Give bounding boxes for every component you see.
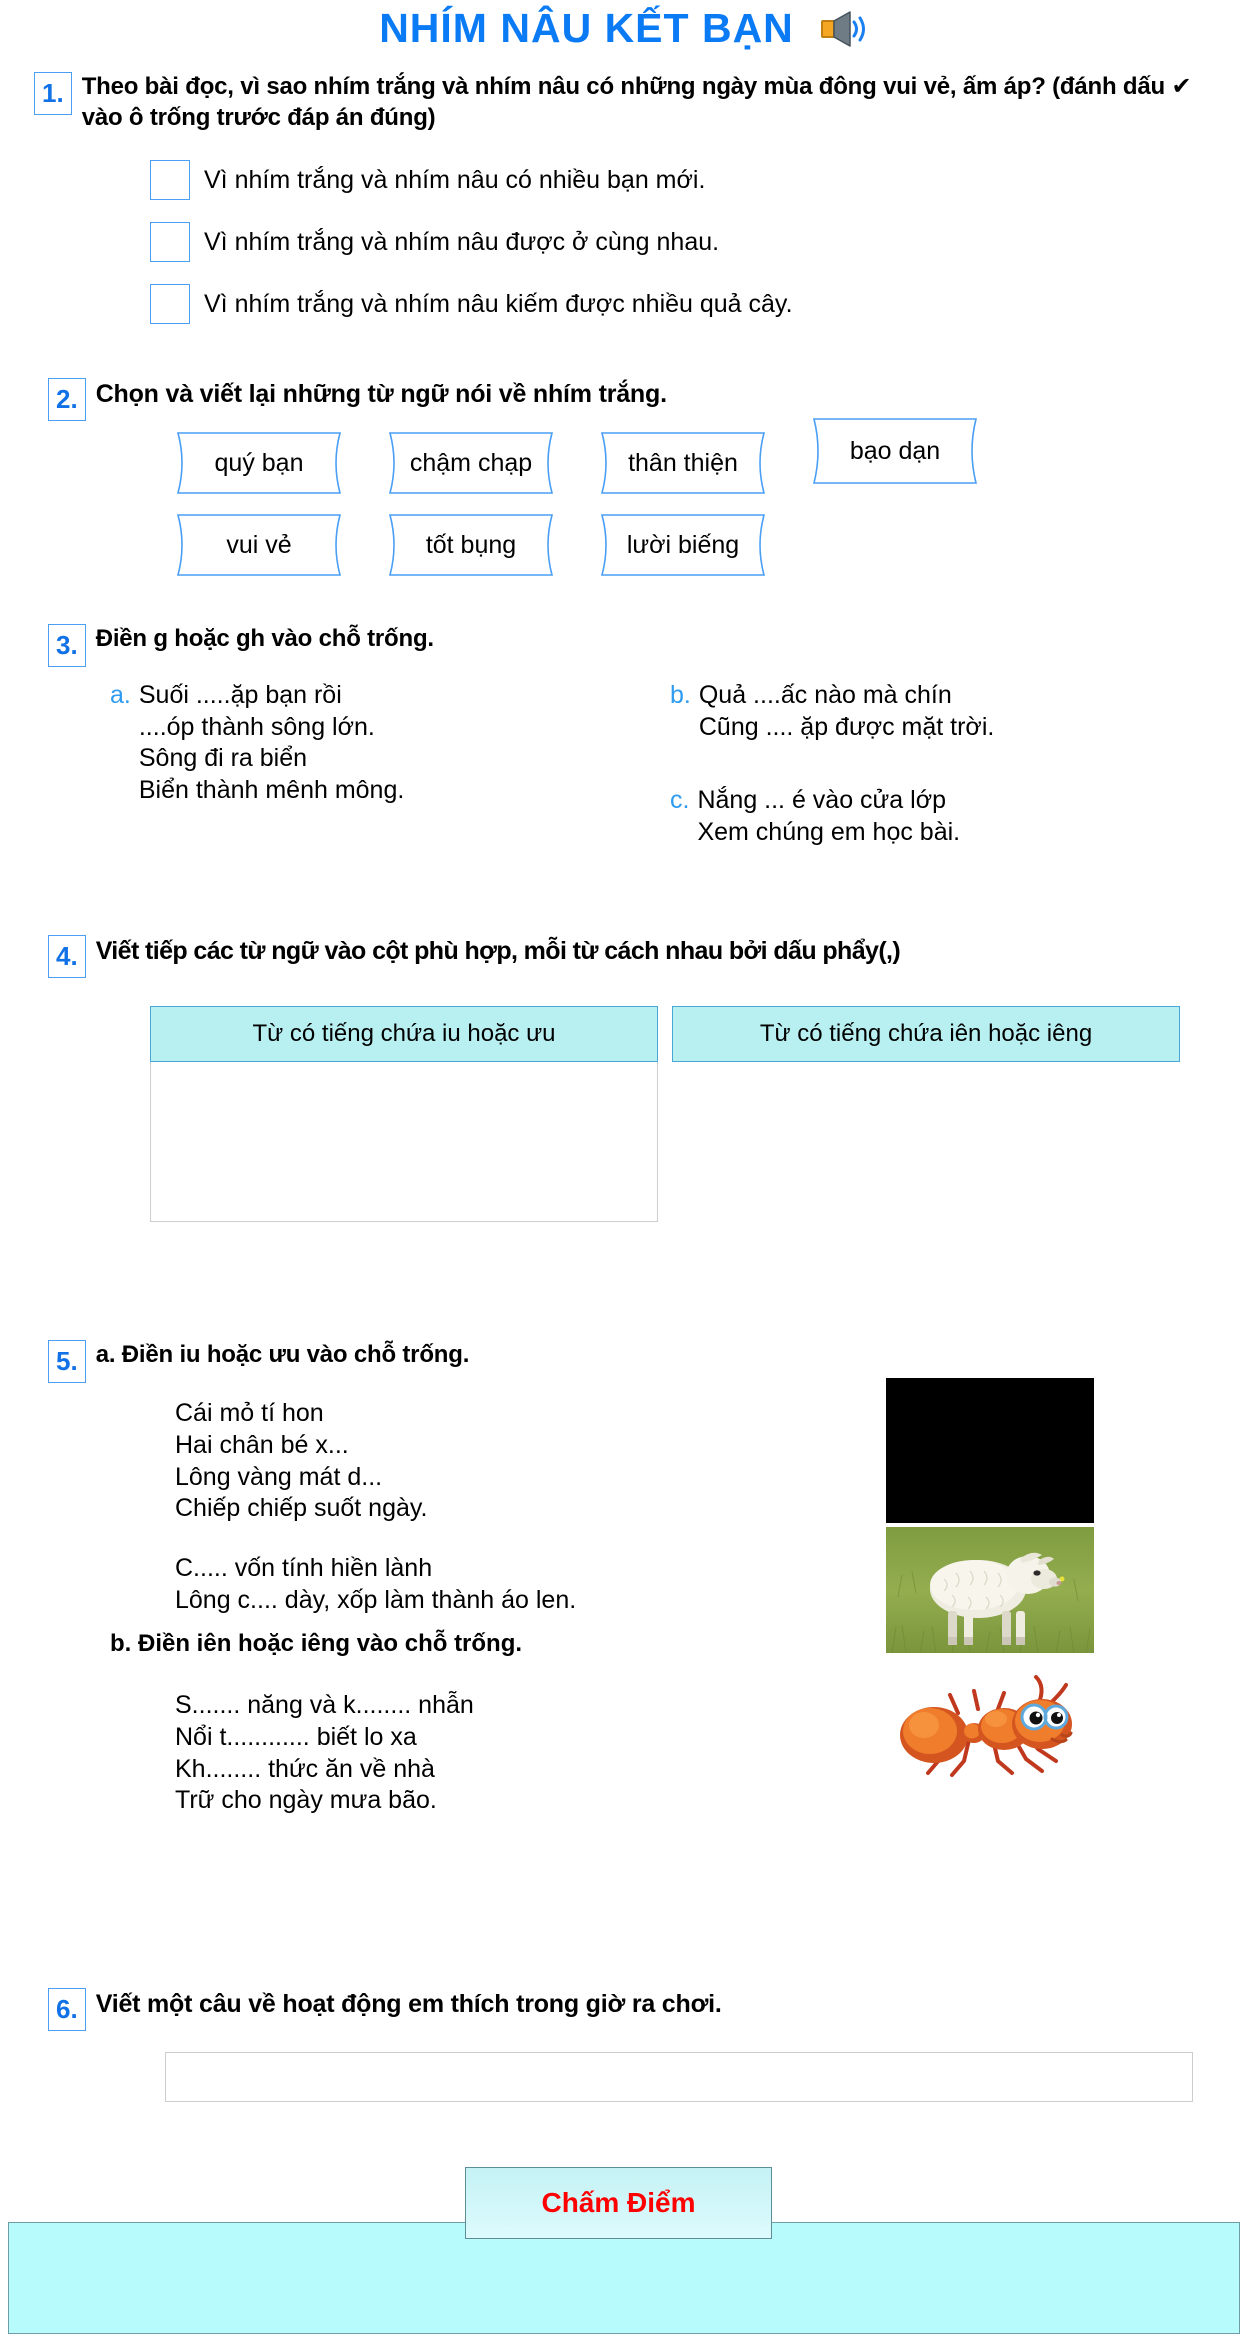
question-6-prompt: Viết một câu về hoạt động em thích trong giờ ra chơi. — [95, 1990, 722, 2018]
poem-line: Xem chúng em học bài. — [697, 817, 961, 846]
poem-line: S....... năng và k........ nhẫn — [175, 1691, 474, 1719]
ant-illustration — [886, 1669, 1094, 1789]
answer-checkbox-1[interactable] — [150, 160, 190, 200]
word-chip[interactable] — [170, 514, 348, 576]
question-2-prompt: Chọn và viết lại những từ ngữ nói về nhím trắng. — [95, 380, 667, 408]
poem-line: Hai chân bé x... — [175, 1430, 349, 1459]
option-label-1: Vì nhím trắng và nhím nâu có nhiều bạn mới. — [204, 166, 706, 194]
word-chip-label: bạo dạn — [849, 436, 941, 465]
word-chip-label: quý bạn — [214, 448, 304, 477]
word-chip-label: lười biếng — [626, 530, 740, 559]
poem-line: Suối .....ặp bạn rồi — [138, 681, 342, 709]
word-chip[interactable] — [382, 514, 560, 576]
sub-item-label: a. — [110, 681, 131, 709]
poem-line: ....óp thành sông lớn. — [138, 712, 375, 741]
option-label-2: Vì nhím trắng và nhím nâu được ở cùng nhau. — [204, 228, 720, 256]
word-chip[interactable] — [594, 514, 772, 576]
question-5 — [48, 1340, 1243, 1383]
sub-item-c — [670, 785, 1230, 848]
poem-line: Lông vàng mát d... — [175, 1462, 383, 1491]
word-chip-label: tốt bụng — [425, 530, 517, 559]
sub-item-lines — [697, 785, 960, 848]
question-1-prompt: Theo bài đọc, vì sao nhím trắng và nhím nâu có những ngày mùa đông vui vẻ, ấm áp? (đánh dấu ✔ vào ô trống trước đáp án đúng) — [81, 73, 1192, 131]
question-3-column-right — [670, 680, 1230, 848]
question-1-options — [150, 158, 793, 344]
question-2 — [48, 378, 1228, 421]
question-4-table — [150, 1006, 1180, 1222]
poem-line: Nổi t............ biết lo xa — [175, 1722, 417, 1751]
question-6 — [48, 1988, 1243, 2031]
poem-line: Kh........ thức ăn về nhà — [175, 1754, 435, 1783]
sub-item-label: c. — [670, 786, 690, 814]
question-1-number: 1. — [34, 72, 72, 115]
word-chip-label: chậm chạp — [409, 448, 533, 477]
question-4-prompt: Viết tiếp các từ ngữ vào cột phù hợp, mỗi từ cách nhau bởi dấu phẩy(,) — [95, 937, 901, 965]
speaker-audio-icon[interactable] — [820, 9, 868, 49]
question-2-number: 2. — [48, 378, 86, 421]
word-bank-row-1 — [170, 432, 1220, 494]
question-4 — [48, 935, 1243, 978]
submit-grade-button[interactable]: Chấm Điểm — [465, 2167, 772, 2239]
option-row — [150, 282, 793, 326]
poem-line: Sông đi ra biển — [138, 744, 308, 772]
question-2-word-bank — [170, 432, 1220, 596]
question-4-number: 4. — [48, 935, 86, 978]
table-answer-cell-1[interactable] — [150, 1062, 658, 1222]
question-6-number: 6. — [48, 1988, 86, 2031]
question-5-part-b-body — [175, 1690, 474, 1817]
table-header-row — [150, 1006, 1180, 1062]
table-column-header-2: Từ có tiếng chứa iên hoặc iêng — [672, 1006, 1180, 1062]
word-chip-label: vui vẻ — [226, 530, 292, 559]
spacer — [175, 1525, 855, 1553]
word-chip-label: thân thiện — [628, 448, 738, 477]
poem-line: Chiếp chiếp suốt ngày. — [175, 1494, 428, 1523]
question-5-part-a-body — [175, 1398, 855, 1617]
question-5-number: 5. — [48, 1340, 86, 1383]
question-3-column-left — [110, 680, 630, 806]
option-row — [150, 158, 793, 202]
option-label-3: Vì nhím trắng và nhím nâu kiếm được nhiều quả cây. — [204, 290, 793, 318]
poem-line: Cũng .... ặp được mặt trời. — [698, 712, 995, 741]
sub-item-label: b. — [670, 681, 691, 709]
word-chip[interactable] — [170, 432, 348, 494]
table-column-header-1: Từ có tiếng chứa iu hoặc ưu — [150, 1006, 658, 1062]
sheep-photo — [886, 1527, 1094, 1653]
word-chip[interactable] — [594, 432, 772, 494]
poem-line: Biển thành mênh mông. — [138, 775, 405, 804]
question-1 — [34, 72, 1224, 133]
sub-item-lines — [699, 680, 994, 743]
sub-item-b — [670, 680, 1230, 743]
poem-line: C..... vốn tính hiền lành — [175, 1554, 433, 1582]
poem-line: Trữ cho ngày mưa bão. — [175, 1786, 437, 1815]
option-row — [150, 220, 793, 264]
question-3-number: 3. — [48, 624, 86, 667]
question-6-answer-input[interactable] — [165, 2052, 1193, 2102]
poem-line: Lông c.... dày, xốp làm thành áo len. — [175, 1585, 577, 1614]
question-5-part-a-prompt: a. Điền iu hoặc ưu vào chỗ trống. — [95, 1341, 470, 1368]
word-bank-row-2 — [170, 514, 1220, 576]
spacer — [670, 743, 1230, 785]
answer-checkbox-2[interactable] — [150, 222, 190, 262]
question-5-part-b-prompt: b. Điền iên hoặc iêng vào chỗ trống. — [110, 1630, 523, 1657]
black-placeholder-image — [886, 1378, 1094, 1523]
question-3-prompt: Điền g hoặc gh vào chỗ trống. — [95, 625, 434, 652]
page-header — [0, 6, 1247, 51]
sub-item-a — [110, 680, 630, 806]
question-5-media-column — [886, 1378, 1094, 1789]
page-title: NHÍM NÂU KẾT BẠN — [379, 5, 794, 51]
answer-checkbox-3[interactable] — [150, 284, 190, 324]
word-chip[interactable] — [806, 418, 984, 484]
poem-line: Nắng ... é vào cửa lớp — [697, 786, 946, 814]
question-3 — [48, 624, 1228, 667]
word-chip[interactable] — [382, 432, 560, 494]
poem-line: Cái mỏ tí hon — [175, 1399, 324, 1427]
poem-line: Quả ....ấc nào mà chín — [698, 681, 952, 709]
sub-item-lines — [139, 680, 404, 806]
